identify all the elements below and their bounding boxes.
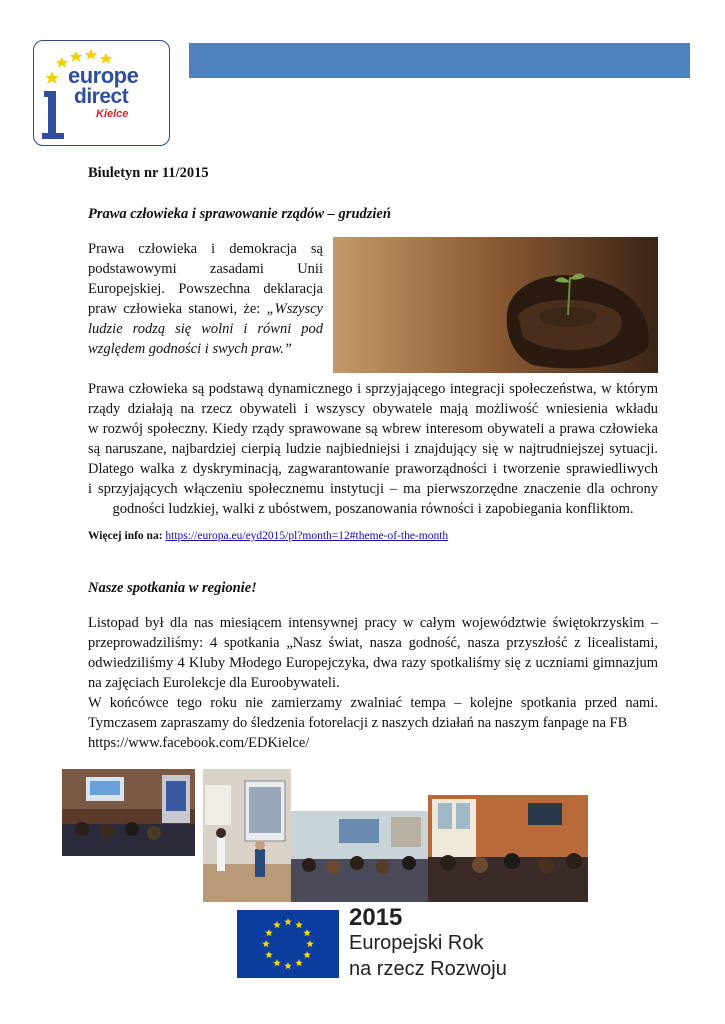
intro-line: [88, 299, 323, 319]
eu-star-icon: [265, 951, 273, 958]
eu-star-icon: [284, 918, 292, 925]
paragraph-line: Prawa człowieka są podstawą dynamicznego i sprzyjającego integracji społeczeństwa, w którym: [88, 381, 658, 397]
intro-line-text: praw człowieka stanowi, że:: [88, 301, 267, 317]
paragraph-line: W końcówce tego roku nie zamierzamy zwalniać tempa – kolejne spotkania przed nami.: [88, 695, 658, 711]
paragraph-line: godności ludzkiej, walki z ubóstwem, poszanowania równości i zapobiegania konfliktom.: [112, 501, 634, 517]
meetings-paragraph: [88, 613, 658, 753]
paragraph-line: są naruszane, najbardziej cierpią ludzie najbiedniejsi i znajdujący się w najtrudniejszej sytuacji.: [88, 441, 658, 457]
intro-line: Prawa człowieka i demokracja są: [88, 241, 323, 257]
paragraph-line: na zajęciach Eurolekcje dla Euroobywateli.: [88, 675, 340, 691]
declaration-quote-start: „Wszyscy: [266, 301, 323, 317]
paragraph-line: Dlatego walka z dyskryminacją, zagwarantowanie praworządności i tworzenie sprawiedliwych: [88, 461, 658, 477]
eu-star-icon: [295, 921, 303, 928]
meeting-photo-classroom-windows: [428, 795, 588, 902]
paragraph-line: odwiedziliśmy 4 Kluby Młodego Europejczyka, dwa razy spotkaliśmy się z uczniami gimnazjum: [88, 655, 658, 671]
section-heading-meetings: Nasze spotkania w regionie!: [88, 580, 257, 596]
year-title-line1: Europejski Rok: [349, 932, 484, 954]
intro-paragraph: [88, 239, 323, 359]
declaration-quote: ludzie rodzą się wolni i równi pod: [88, 321, 323, 337]
eu-star-icon: [265, 929, 273, 936]
meeting-photo-students-audience: [291, 811, 428, 902]
paragraph-line: w rozwój społeczny. Kiedy rządy sprawowane są wbrew interesom obywateli a prawa człowieka: [88, 421, 658, 437]
intro-line: Europejskiej. Powszechna deklaracja: [88, 281, 323, 297]
logo-text-city: Kielce: [96, 108, 129, 120]
paragraph-line: Listopad był dla nas miesiącem intensywnej pracy w całym województwie świętokrzyskim –: [88, 615, 658, 631]
europe-direct-logo: [33, 40, 170, 146]
logo-text-europe: europe: [68, 63, 139, 88]
human-rights-paragraph: [88, 379, 658, 519]
paragraph-line: Tymczasem zapraszamy do śledzenia fotorelacji z naszych działań na naszym fanpage na FB: [88, 715, 628, 731]
paragraph-line: i sprzyjających włączeniu społecznemu instytucji – ma pierwszorzędne znaczenie dla ochrony: [88, 481, 658, 497]
more-info-link[interactable]: https://europa.eu/eyd2015/pl?month=12#theme-of-the-month: [165, 530, 449, 542]
paragraph-line: rządy działają na rzecz obywateli i wszyscy obywatele mają możliwość wniesienia wkładu: [88, 401, 658, 417]
facebook-url: https://www.facebook.com/EDKielce/: [88, 735, 310, 751]
eu-flag-icon: [237, 910, 339, 978]
eu-star-icon: [262, 940, 270, 947]
eu-star-icon: [273, 959, 281, 966]
intro-line: podstawowymi zasadami Unii: [88, 261, 323, 277]
bulletin-number: Biuletyn nr 11/2015: [88, 165, 209, 181]
eu-star-icon: [273, 921, 281, 928]
logo-text-direct: direct: [74, 85, 129, 108]
declaration-quote: względem godności i swych praw.”: [88, 341, 292, 357]
paragraph-line: przeprowadziliśmy: 4 spotkania „Nasz świat, nasza godność, nasza przyszłość z licealistami,: [88, 635, 658, 651]
section-heading-human-rights: Prawa człowieka i sprawowanie rządów – grudzień: [88, 206, 391, 222]
year-title-line2: na rzecz Rozwoju: [349, 958, 507, 980]
eu-star-icon: [306, 940, 314, 947]
more-info: [88, 530, 448, 542]
more-info-label: Więcej info na:: [88, 530, 163, 542]
meeting-photo-whiteboard-projection: [203, 769, 291, 902]
hands-holding-seedling-photo: [333, 237, 658, 373]
eu-star-icon: [303, 929, 311, 936]
eu-star-icon: [295, 959, 303, 966]
meeting-photo-classroom-presentation: [62, 769, 195, 856]
eu-star-icon: [303, 951, 311, 958]
header-bar: [189, 43, 690, 78]
eu-star-icon: [284, 962, 292, 969]
year-label: 2015: [349, 904, 403, 931]
